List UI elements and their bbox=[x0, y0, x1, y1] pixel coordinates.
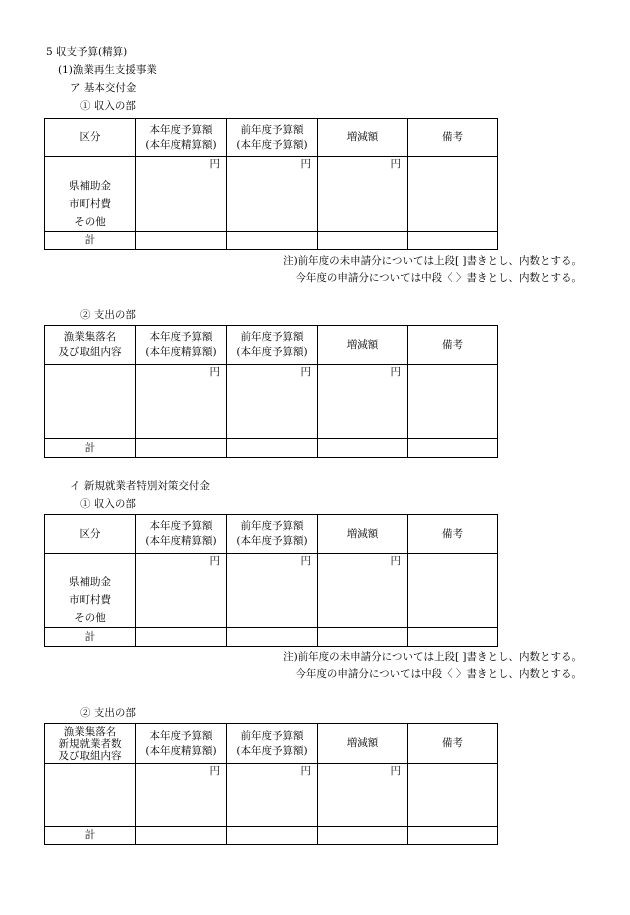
header-category: 区分 bbox=[45, 515, 136, 554]
header-remarks: 備考 bbox=[408, 515, 498, 554]
income-table-i bbox=[44, 514, 498, 647]
total-label: 計 bbox=[45, 439, 136, 458]
header-this-year: 本年度予算額 (本年度精算額) bbox=[136, 724, 227, 764]
header-prev-year: 前年度予算額 (本年度予算額) bbox=[227, 326, 318, 365]
unit-label: 円 bbox=[227, 365, 318, 439]
category-other: その他 bbox=[74, 216, 106, 228]
income-categories bbox=[45, 554, 136, 628]
header-community: 漁業集落名 及び取組内容 bbox=[45, 326, 136, 365]
header-diff: 増減額 bbox=[318, 119, 408, 157]
header-category: 区分 bbox=[45, 119, 136, 157]
header-prev-year: 前年度予算額 (本年度予算額) bbox=[227, 724, 318, 764]
unit-label: 円 bbox=[318, 157, 408, 232]
subsection-a-heading: ア 基本交付金 bbox=[70, 82, 137, 94]
total-label: 計 bbox=[45, 628, 136, 647]
header-remarks: 備考 bbox=[408, 119, 498, 157]
expense-title-i: ② 支出の部 bbox=[80, 707, 136, 719]
note-line-2: 今年度の申請分については中段〈 〉書きとし、内数とする。 bbox=[295, 668, 582, 680]
category-municipal: 市町村費 bbox=[69, 594, 111, 606]
unit-label: 円 bbox=[136, 157, 227, 232]
header-diff: 増減額 bbox=[318, 724, 408, 764]
unit-label: 円 bbox=[318, 554, 408, 628]
header-remarks: 備考 bbox=[408, 724, 498, 764]
unit-label: 円 bbox=[227, 554, 318, 628]
header-this-year: 本年度予算額 (本年度精算額) bbox=[136, 119, 227, 157]
expense-table-i bbox=[44, 723, 498, 845]
note-line-1: 注)前年度の未申請分については上段[ ]書きとし、内数とする。 bbox=[283, 255, 582, 267]
unit-label: 円 bbox=[136, 764, 227, 827]
income-title-i: ① 収入の部 bbox=[80, 498, 136, 510]
income-table-a bbox=[44, 118, 498, 250]
unit-label: 円 bbox=[227, 764, 318, 827]
unit-label: 円 bbox=[227, 157, 318, 232]
header-diff: 増減額 bbox=[318, 326, 408, 365]
subsection-i-heading: イ 新規就業者特別対策交付金 bbox=[70, 480, 210, 492]
income-title-a: ① 収入の部 bbox=[80, 100, 136, 112]
header-this-year: 本年度予算額 (本年度精算額) bbox=[136, 515, 227, 554]
header-diff: 増減額 bbox=[318, 515, 408, 554]
income-categories bbox=[45, 157, 136, 232]
total-label: 計 bbox=[45, 827, 136, 845]
unit-label: 円 bbox=[318, 365, 408, 439]
expense-title-a: ② 支出の部 bbox=[80, 309, 136, 321]
category-other: その他 bbox=[74, 612, 106, 624]
category-pref-subsidy: 県補助金 bbox=[69, 180, 111, 192]
unit-label: 円 bbox=[136, 554, 227, 628]
note-line-1: 注)前年度の未申請分については上段[ ]書きとし、内数とする。 bbox=[283, 651, 582, 663]
total-label: 計 bbox=[45, 232, 136, 250]
subsection-heading: (1)漁業再生支援事業 bbox=[58, 64, 157, 76]
header-prev-year: 前年度予算額 (本年度予算額) bbox=[227, 119, 318, 157]
unit-label: 円 bbox=[136, 365, 227, 439]
header-remarks: 備考 bbox=[408, 326, 498, 365]
note-line-2: 今年度の申請分については中段〈 〉書きとし、内数とする。 bbox=[295, 272, 582, 284]
expense-table-a bbox=[44, 325, 498, 458]
header-this-year: 本年度予算額 (本年度精算額) bbox=[136, 326, 227, 365]
remarks-cell bbox=[408, 157, 498, 232]
category-pref-subsidy: 県補助金 bbox=[69, 576, 111, 588]
section-heading: 5 収支予算(精算) bbox=[46, 46, 128, 58]
header-community-newcomers: 漁業集落名 新規就業者数 及び取組内容 bbox=[45, 724, 136, 764]
unit-label: 円 bbox=[318, 764, 408, 827]
category-municipal: 市町村費 bbox=[69, 198, 111, 210]
header-prev-year: 前年度予算額 (本年度予算額) bbox=[227, 515, 318, 554]
